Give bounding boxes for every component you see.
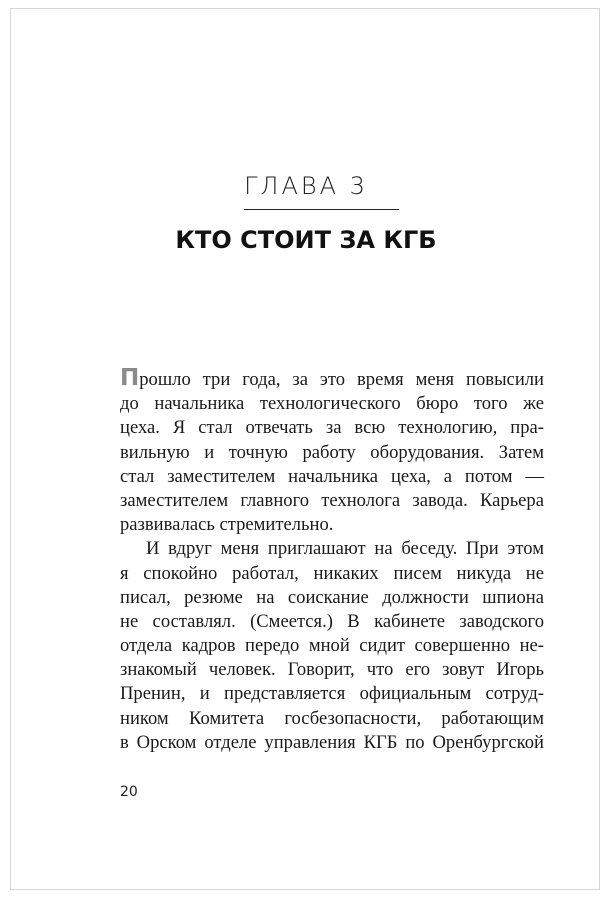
text-line-content: рошло три года, за это время меня повысили bbox=[139, 369, 544, 390]
chapter-title: КТО СТОИТ ЗА КГБ bbox=[175, 226, 437, 254]
text-line: вильную и точную работу оборудования. Затем bbox=[120, 441, 544, 463]
drop-cap: П bbox=[120, 365, 140, 391]
text-line: писал, резюме на соискание должности шпиона bbox=[120, 586, 544, 608]
text-line: И вдруг меня приглашают на беседу. При этом bbox=[146, 538, 544, 560]
text-line: ником Комитета госбезопасности, работающим bbox=[120, 707, 544, 729]
text-line: знакомый человек. Говорит, что его зовут Игорь bbox=[120, 659, 544, 681]
chapter-divider bbox=[244, 209, 399, 210]
text-line: до начальника технологического бюро того же bbox=[120, 393, 544, 415]
text-line: я спокойно работал, никаких писем никуда не bbox=[120, 562, 544, 584]
body-text bbox=[120, 365, 544, 755]
text-line: отдела кадров передо мной сидит совершенно не- bbox=[120, 635, 544, 657]
page-number: 20 bbox=[120, 784, 138, 800]
text-line: заместителем главного технолога завода. Карьера bbox=[120, 489, 544, 511]
text-line: стал заместителем начальника цеха, а потом — bbox=[120, 465, 544, 487]
text-line bbox=[120, 365, 544, 392]
text-line: не составлял. (Смеется.) В кабинете заводского bbox=[120, 610, 544, 632]
text-line: в Орском отделе управления КГБ по Оренбургской bbox=[120, 731, 544, 753]
text-line: цеха. Я стал отвечать за всю технологию, пра- bbox=[120, 417, 544, 439]
text-line: Пренин, и представляется официальным сотруд- bbox=[120, 683, 544, 705]
chapter-label: ГЛАВА 3 bbox=[244, 172, 368, 200]
text-line: развивалась стремительно. bbox=[120, 514, 334, 536]
